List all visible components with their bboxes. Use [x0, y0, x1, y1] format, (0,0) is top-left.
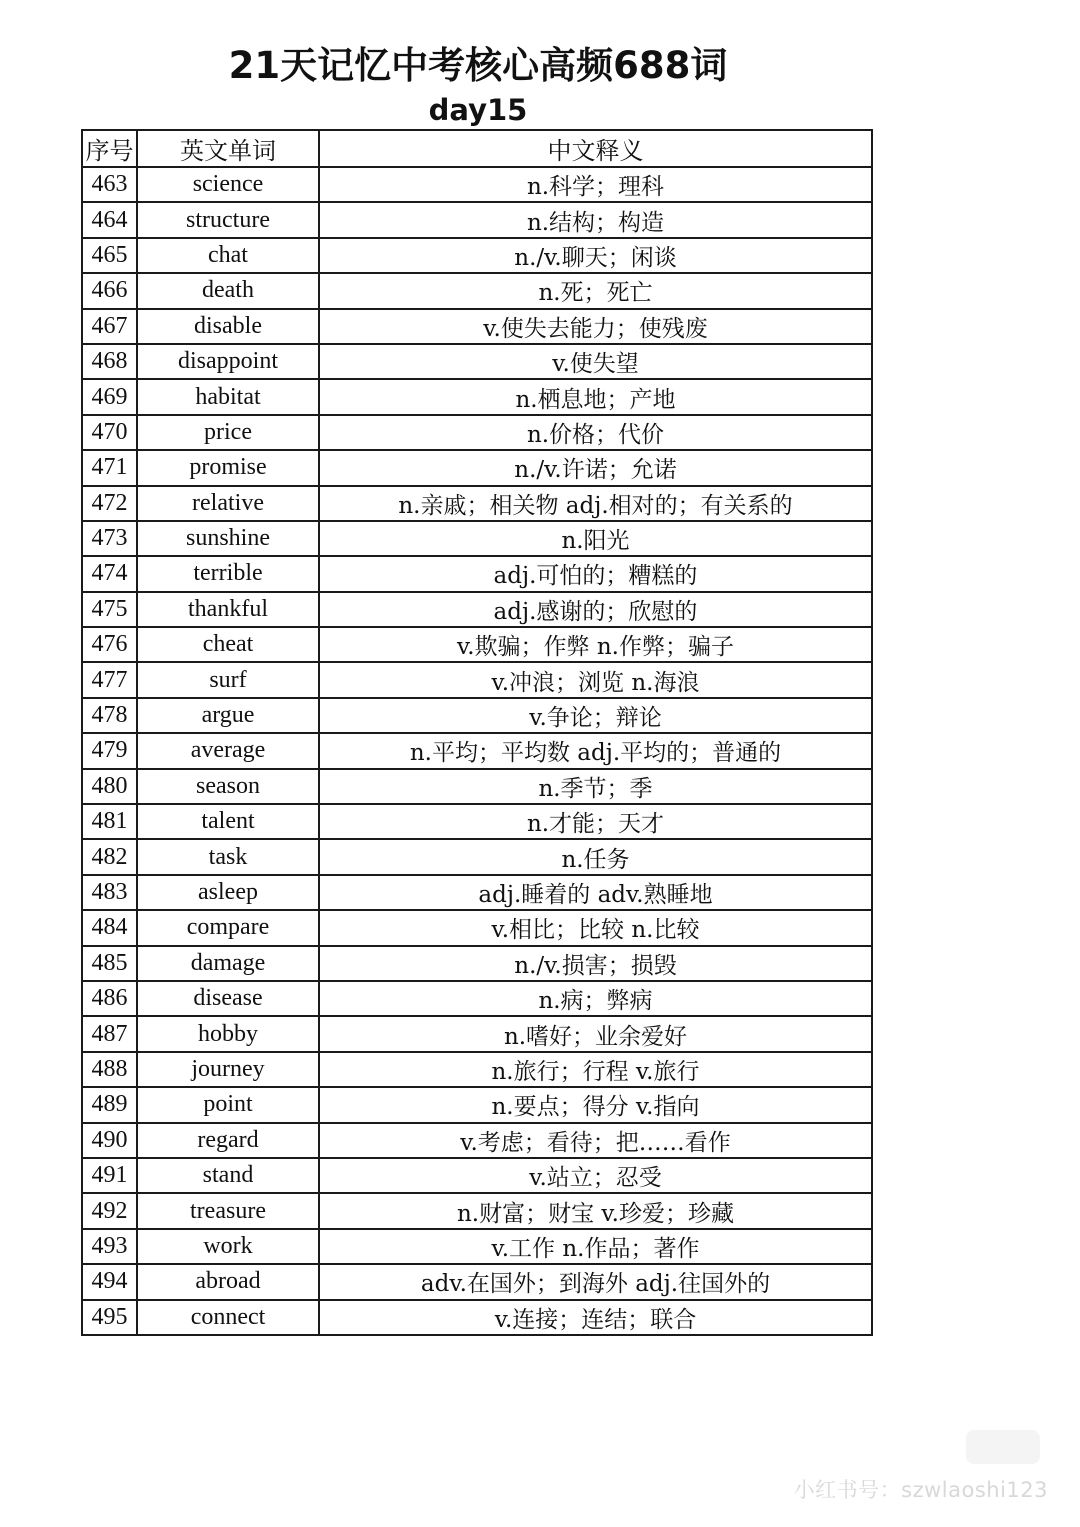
row-number: 490 — [82, 1123, 137, 1158]
column-header-number: 序号 — [82, 130, 137, 167]
row-english-word: habitat — [137, 379, 319, 414]
table-body — [82, 167, 872, 1335]
row-chinese-meaning: n.才能；天才 — [319, 804, 872, 839]
watermark-text: 小红书号：szwlaoshi123 — [793, 1478, 1048, 1502]
row-chinese-meaning: v.考虑；看待；把……看作 — [319, 1123, 872, 1158]
row-number: 464 — [82, 202, 137, 237]
row-chinese-meaning: n./v.许诺；允诺 — [319, 450, 872, 485]
row-number: 465 — [82, 238, 137, 273]
row-chinese-meaning: v.欺骗；作弊 n.作弊；骗子 — [319, 627, 872, 662]
row-number: 482 — [82, 839, 137, 874]
table-row — [82, 1052, 872, 1087]
row-english-word: surf — [137, 662, 319, 697]
table-row — [82, 910, 872, 945]
table-row — [82, 1123, 872, 1158]
row-chinese-meaning: v.使失望 — [319, 344, 872, 379]
table-row — [82, 1300, 872, 1335]
row-chinese-meaning: adj.可怕的；糟糕的 — [319, 556, 872, 591]
row-chinese-meaning: n.死；死亡 — [319, 273, 872, 308]
row-number: 487 — [82, 1016, 137, 1051]
row-number: 480 — [82, 769, 137, 804]
row-number: 478 — [82, 698, 137, 733]
row-number: 492 — [82, 1193, 137, 1228]
page-subtitle: day15 — [428, 93, 528, 127]
table-row — [82, 238, 872, 273]
row-english-word: disappoint — [137, 344, 319, 379]
row-chinese-meaning: adj.感谢的；欣慰的 — [319, 592, 872, 627]
row-number: 470 — [82, 415, 137, 450]
table-row — [82, 556, 872, 591]
row-chinese-meaning: adv.在国外；到海外 adj.往国外的 — [319, 1264, 872, 1299]
table-row — [82, 1264, 872, 1299]
row-chinese-meaning: n.季节；季 — [319, 769, 872, 804]
row-chinese-meaning: v.争论；辩论 — [319, 698, 872, 733]
table-row — [82, 804, 872, 839]
table-row — [82, 273, 872, 308]
table-row — [82, 521, 872, 556]
table-row — [82, 1229, 872, 1264]
table-row — [82, 1158, 872, 1193]
row-number: 466 — [82, 273, 137, 308]
row-chinese-meaning: v.站立；忍受 — [319, 1158, 872, 1193]
row-english-word: season — [137, 769, 319, 804]
row-english-word: regard — [137, 1123, 319, 1158]
row-english-word: average — [137, 733, 319, 768]
row-number: 467 — [82, 309, 137, 344]
row-number: 483 — [82, 875, 137, 910]
table-row — [82, 946, 872, 981]
row-english-word: sunshine — [137, 521, 319, 556]
row-number: 477 — [82, 662, 137, 697]
row-chinese-meaning: n.病；弊病 — [319, 981, 872, 1016]
row-english-word: promise — [137, 450, 319, 485]
row-chinese-meaning: n.嗜好；业余爱好 — [319, 1016, 872, 1051]
table-row — [82, 202, 872, 237]
row-chinese-meaning: v.相比；比较 n.比较 — [319, 910, 872, 945]
row-number: 495 — [82, 1300, 137, 1335]
table-row — [82, 769, 872, 804]
table-row — [82, 379, 872, 414]
row-chinese-meaning: n./v.聊天；闲谈 — [319, 238, 872, 273]
row-english-word: treasure — [137, 1193, 319, 1228]
row-english-word: stand — [137, 1158, 319, 1193]
row-number: 493 — [82, 1229, 137, 1264]
row-chinese-meaning: v.使失去能力；使残废 — [319, 309, 872, 344]
row-english-word: chat — [137, 238, 319, 273]
row-number: 463 — [82, 167, 137, 202]
row-chinese-meaning: n.要点；得分 v.指向 — [319, 1087, 872, 1122]
row-number: 485 — [82, 946, 137, 981]
row-number: 494 — [82, 1264, 137, 1299]
row-english-word: connect — [137, 1300, 319, 1335]
column-header-chinese-meaning: 中文释义 — [319, 130, 872, 167]
row-english-word: work — [137, 1229, 319, 1264]
row-number: 481 — [82, 804, 137, 839]
vocabulary-table — [81, 129, 873, 1336]
row-number: 469 — [82, 379, 137, 414]
row-english-word: relative — [137, 486, 319, 521]
table-row — [82, 875, 872, 910]
table-row — [82, 415, 872, 450]
table-row — [82, 167, 872, 202]
row-number: 484 — [82, 910, 137, 945]
row-english-word: disable — [137, 309, 319, 344]
row-english-word: disease — [137, 981, 319, 1016]
table-header-row — [82, 130, 872, 167]
row-number: 471 — [82, 450, 137, 485]
table-row — [82, 486, 872, 521]
row-chinese-meaning: n.亲戚；相关物 adj.相对的；有关系的 — [319, 486, 872, 521]
row-chinese-meaning: n.旅行；行程 v.旅行 — [319, 1052, 872, 1087]
row-english-word: science — [137, 167, 319, 202]
table-row — [82, 627, 872, 662]
row-number: 476 — [82, 627, 137, 662]
watermark-logo — [966, 1430, 1040, 1464]
row-chinese-meaning: n.价格；代价 — [319, 415, 872, 450]
table-row — [82, 839, 872, 874]
row-english-word: argue — [137, 698, 319, 733]
row-english-word: journey — [137, 1052, 319, 1087]
row-english-word: price — [137, 415, 319, 450]
row-number: 488 — [82, 1052, 137, 1087]
row-number: 474 — [82, 556, 137, 591]
row-number: 468 — [82, 344, 137, 379]
row-chinese-meaning: adj.睡着的 adv.熟睡地 — [319, 875, 872, 910]
page-title: 21天记忆中考核心高频688词 — [228, 44, 728, 87]
row-chinese-meaning: n.结构；构造 — [319, 202, 872, 237]
table-row — [82, 450, 872, 485]
row-chinese-meaning: n.栖息地；产地 — [319, 379, 872, 414]
table-row — [82, 309, 872, 344]
row-number: 473 — [82, 521, 137, 556]
row-english-word: compare — [137, 910, 319, 945]
row-chinese-meaning: n.平均；平均数 adj.平均的；普通的 — [319, 733, 872, 768]
row-chinese-meaning: n.任务 — [319, 839, 872, 874]
row-english-word: hobby — [137, 1016, 319, 1051]
row-number: 491 — [82, 1158, 137, 1193]
row-english-word: death — [137, 273, 319, 308]
row-english-word: thankful — [137, 592, 319, 627]
row-english-word: asleep — [137, 875, 319, 910]
row-chinese-meaning: v.冲浪；浏览 n.海浪 — [319, 662, 872, 697]
row-english-word: structure — [137, 202, 319, 237]
row-number: 486 — [82, 981, 137, 1016]
row-english-word: task — [137, 839, 319, 874]
row-number: 479 — [82, 733, 137, 768]
table-row — [82, 1087, 872, 1122]
row-chinese-meaning: n.科学；理科 — [319, 167, 872, 202]
row-english-word: abroad — [137, 1264, 319, 1299]
table-row — [82, 592, 872, 627]
row-number: 489 — [82, 1087, 137, 1122]
row-chinese-meaning: n.财富；财宝 v.珍爱；珍藏 — [319, 1193, 872, 1228]
table-row — [82, 1193, 872, 1228]
row-chinese-meaning: v.连接；连结；联合 — [319, 1300, 872, 1335]
table-row — [82, 662, 872, 697]
row-english-word: terrible — [137, 556, 319, 591]
table-row — [82, 344, 872, 379]
table-row — [82, 698, 872, 733]
row-english-word: cheat — [137, 627, 319, 662]
row-english-word: damage — [137, 946, 319, 981]
row-number: 475 — [82, 592, 137, 627]
row-english-word: point — [137, 1087, 319, 1122]
row-chinese-meaning: n./v.损害；损毁 — [319, 946, 872, 981]
row-number: 472 — [82, 486, 137, 521]
row-chinese-meaning: n.阳光 — [319, 521, 872, 556]
column-header-english-word: 英文单词 — [137, 130, 319, 167]
table-row — [82, 981, 872, 1016]
row-chinese-meaning: v.工作 n.作品；著作 — [319, 1229, 872, 1264]
row-english-word: talent — [137, 804, 319, 839]
table-row — [82, 1016, 872, 1051]
table-row — [82, 733, 872, 768]
